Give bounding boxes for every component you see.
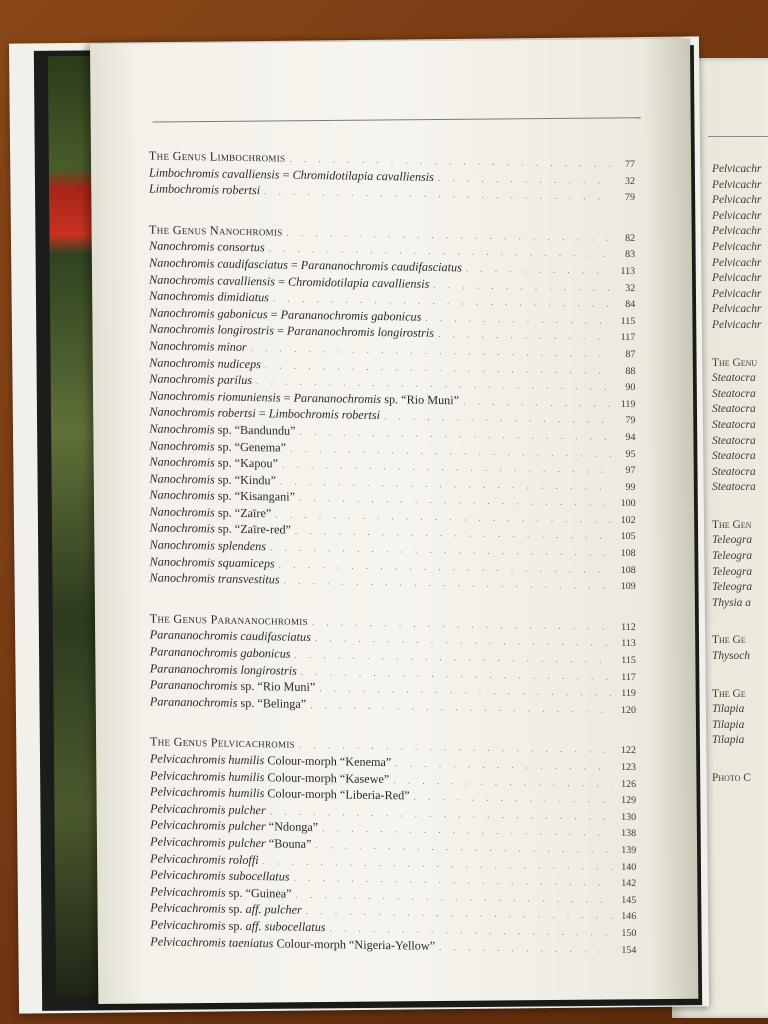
- page-number: 130: [621, 811, 637, 823]
- species-name: Nanochromis sp. “Kisangani”: [149, 487, 296, 505]
- page-number: 117: [620, 332, 636, 344]
- species-name: Pelvicachromis taeniatus Colour-morph “Nigeria-Yellow”: [150, 933, 436, 953]
- page-number: 108: [620, 547, 636, 560]
- page-number: 120: [620, 704, 636, 716]
- species-name: Pelvicachromis humilis Colour-morph “Kasewe”: [149, 768, 390, 786]
- right-entry: Steatocra: [712, 450, 756, 463]
- page-number: 94: [625, 431, 636, 443]
- page-number: 115: [620, 315, 636, 327]
- species-name: Pelvicachromis pulcher: [150, 801, 266, 818]
- toc-section: [149, 147, 635, 204]
- page-number: 77: [624, 158, 636, 171]
- page-number: 145: [621, 894, 637, 906]
- right-entry: Thysia a: [712, 596, 751, 609]
- spacer: [712, 611, 768, 633]
- species-name: Limbochromis cavalliensis = Chromidotilapia cavalliensis: [148, 165, 434, 184]
- right-entry: Teleogra: [712, 565, 753, 578]
- page-number: 84: [625, 299, 636, 311]
- page-number: 102: [620, 514, 636, 526]
- page-number: 109: [620, 581, 636, 593]
- species-name: Parananochromis longirostris: [149, 661, 297, 678]
- species-name: Nanochromis sp. “Kapou”: [149, 454, 279, 471]
- page-number: 100: [620, 498, 636, 510]
- species-name: Nanochromis cavalliensis = Chromidotilapia cavalliensis: [149, 272, 430, 291]
- page-number: 129: [621, 794, 637, 807]
- page-number: 87: [625, 348, 636, 361]
- species-name: Nanochromis consortus: [149, 238, 265, 255]
- page-number: 32: [625, 282, 636, 294]
- page-number: 82: [625, 232, 636, 244]
- species-name: Pelvicachromis pulcher “Bouna”: [150, 834, 312, 851]
- page-number: 105: [620, 531, 636, 543]
- species-name: Nanochromis minor: [149, 338, 247, 354]
- right-entry: Tilapia: [712, 718, 745, 731]
- page-number: 32: [625, 175, 636, 187]
- species-name: Nanochromis sp. “Zaïre-red”: [149, 520, 291, 538]
- species-name: Limbochromis robertsi: [148, 181, 261, 198]
- right-entry: Steatocra: [712, 387, 756, 400]
- right-section-heading: Photo C: [712, 772, 751, 784]
- page-number: 140: [621, 861, 637, 873]
- species-name: Nanochromis gabonicus = Parananochromis gabonicus: [149, 305, 422, 324]
- page-number: 90: [625, 382, 636, 394]
- right-entry: Steatocra: [712, 372, 756, 385]
- species-name: Nanochromis squamiceps: [149, 554, 275, 571]
- dot-leader: [310, 697, 612, 718]
- right-entry: Pelvicachr: [712, 163, 762, 175]
- right-entry: Tilapia: [712, 734, 745, 747]
- page-number: 97: [625, 465, 636, 477]
- species-name: Pelvicachromis roloffi: [150, 850, 259, 867]
- right-entry: Pelvicachr: [712, 209, 762, 222]
- species-name: Pelvicachromis sp. “Guinea”: [150, 884, 292, 901]
- page-number: 122: [621, 745, 637, 757]
- page-number: 119: [620, 398, 636, 410]
- species-name: Pelvicachromis humilis Colour-morph “Liberia-Red”: [150, 784, 410, 803]
- species-name: Parananochromis sp. “Belinga”: [149, 694, 307, 711]
- page-number: 126: [621, 778, 637, 790]
- species-name: Nanochromis dimidiatus: [149, 288, 269, 305]
- right-entry: Teleogra: [712, 581, 753, 594]
- species-name: Nanochromis riomuniensis = Parananochromis sp. “Rio Muni”: [149, 388, 460, 408]
- page-number: 99: [625, 481, 636, 493]
- section-heading: The Genus Nanochromis: [149, 222, 283, 239]
- page-number: 139: [621, 844, 637, 857]
- page-number: 146: [621, 911, 637, 923]
- left-page: [90, 39, 698, 1004]
- right-entry: Steatocra: [712, 434, 756, 447]
- right-entry: Steatocra: [712, 403, 756, 416]
- species-name: Pelvicachromis pulcher “Ndonga”: [150, 817, 319, 835]
- right-entry: Pelvicachr: [712, 225, 762, 238]
- right-entry: Pelvicachr: [712, 256, 762, 269]
- right-section-heading: The Gen: [712, 518, 752, 531]
- species-name: Pelvicachromis humilis Colour-morph “Kenema”: [149, 751, 392, 770]
- species-name: Nanochromis nudiceps: [149, 354, 261, 371]
- toc-section: [150, 734, 636, 957]
- header-rule: [153, 117, 641, 122]
- right-entry: Pelvicachr: [712, 272, 762, 285]
- species-name: Nanochromis sp. “Genema”: [149, 437, 287, 455]
- spacer: [712, 665, 768, 687]
- page-number: 108: [620, 564, 636, 576]
- right-entry: Pelvicachr: [712, 287, 762, 300]
- species-name: Nanochromis longirostris = Parananochromis longirostris: [149, 321, 435, 341]
- section-heading: The Genus Parananochromis: [149, 611, 308, 628]
- species-name: Nanochromis splendens: [149, 537, 266, 554]
- species-name: Parananochromis gabonicus: [149, 644, 291, 661]
- right-section-heading: The Genu: [712, 356, 758, 369]
- species-name: Nanochromis caudifasciatus = Parananochromis caudifasciatus: [149, 255, 462, 275]
- species-name: Pelvicachromis sp. aff. subocellatus: [150, 917, 326, 935]
- page-number: 79: [625, 415, 636, 427]
- species-name: Nanochromis sp. “Bandundu”: [149, 421, 296, 438]
- right-entry: Teleogra: [712, 550, 753, 563]
- right-entry: Steatocra: [712, 418, 756, 431]
- species-name: Parananochromis caudifasciatus: [149, 627, 311, 645]
- species-name: Parananochromis sp. “Rio Muni”: [149, 677, 316, 695]
- spacer: [712, 496, 768, 518]
- species-name: Nanochromis sp. “Zaïre”: [149, 504, 272, 521]
- right-entry: Pelvicachr: [712, 318, 762, 331]
- right-entry: Tilapia: [712, 703, 745, 716]
- right-section-heading: The Ge: [712, 687, 746, 700]
- page-number: 113: [621, 638, 636, 650]
- toc-section: [149, 221, 636, 594]
- page-number: 142: [621, 877, 637, 890]
- right-section-heading: The Ge: [712, 634, 746, 647]
- section-heading: The Genus Pelvicachromis: [149, 734, 295, 752]
- right-entry: Pelvicachr: [712, 303, 762, 316]
- toc-section: [150, 610, 636, 717]
- page-number: 117: [621, 671, 636, 683]
- spacer: [712, 334, 768, 356]
- species-name: Nanochromis parilus: [149, 371, 253, 388]
- page-number: 88: [625, 365, 636, 377]
- page-number: 123: [621, 761, 637, 774]
- species-name: Nanochromis sp. “Kindu”: [149, 471, 277, 488]
- species-name: Nanochromis transvestitus: [149, 570, 280, 587]
- page-number: 138: [621, 828, 637, 840]
- right-entry: Pelvicachr: [712, 240, 762, 253]
- right-page-text: [712, 162, 768, 787]
- species-name: Pelvicachromis sp. aff. pulcher: [150, 900, 302, 918]
- right-entry: Thysoch: [712, 650, 750, 663]
- page-number: 83: [625, 249, 636, 261]
- right-entry: Pelvicachr: [712, 178, 762, 191]
- right-entry: Steatocra: [712, 465, 756, 478]
- page-number: 79: [625, 192, 636, 204]
- right-entry: Teleogra: [712, 534, 753, 547]
- species-name: Nanochromis robertsi = Limbochromis robertsi: [149, 404, 380, 423]
- page-number: 150: [621, 927, 637, 939]
- page-number: 112: [621, 621, 636, 633]
- page-number: 113: [620, 265, 636, 278]
- right-entry: Steatocra: [712, 481, 756, 494]
- page-number: 154: [621, 944, 637, 956]
- spacer: [712, 749, 768, 771]
- right-entry: Pelvicachr: [712, 194, 762, 207]
- right-page-rule: [708, 136, 768, 137]
- species-name: Pelvicachromis subocellatus: [150, 867, 290, 884]
- page-number: 115: [621, 654, 636, 667]
- section-heading: The Genus Limbochromis: [148, 148, 286, 165]
- page-number: 95: [625, 448, 636, 460]
- page-number: 119: [621, 688, 636, 700]
- dot-leader: [439, 938, 612, 957]
- table-of-contents: [149, 147, 637, 981]
